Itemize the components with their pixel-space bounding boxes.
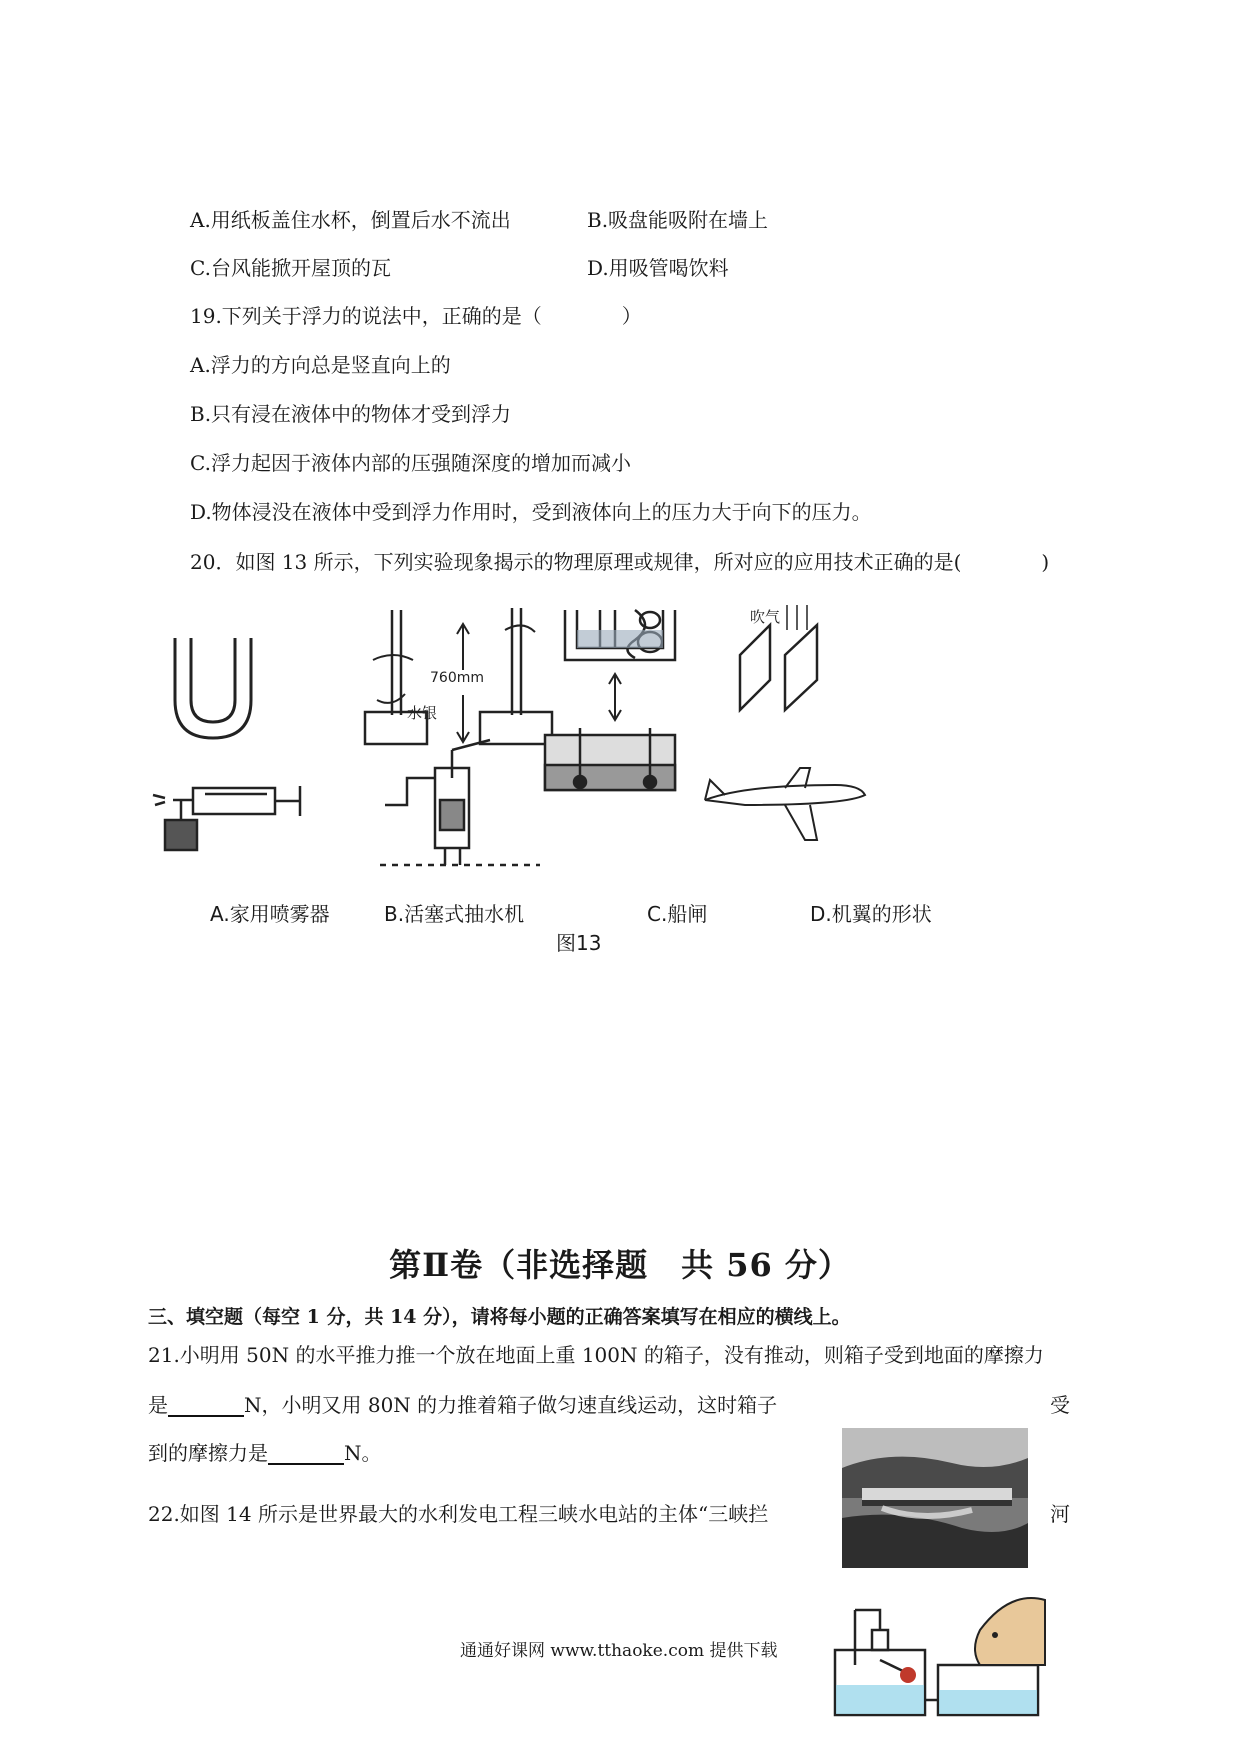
q20-stem: 20．如图 13 所示，下列实验现象揭示的物理原理或规律，所对应的应用技术正确的是( ) [190,550,1050,574]
q18-option-d: D.用吸管喝饮料 [587,256,729,280]
q18-option-a: A.用纸板盖住水杯，倒置后水不流出 [190,208,511,232]
connected-vessels-drawing [565,610,675,720]
q21-text-d: 到的摩擦力是 [148,1441,268,1465]
q18-option-c: C.台风能掀开屋顶的瓦 [190,256,391,280]
q21-text-e: N。 [344,1441,382,1465]
figure-14-dam-photo [842,1428,1028,1568]
q21-line2 [148,1395,777,1417]
q21-text-a: 是 [148,1393,168,1417]
q19-option-a: A.浮力的方向总是竖直向上的 [190,353,451,377]
ship-lock-drawing [545,728,675,790]
section3-heading: 三、填空题（每空 1 分，共 14 分），请将每小题的正确答案填写在相应的横线上。 [148,1306,851,1328]
airplane-drawing [705,768,865,840]
q21-line3 [148,1443,382,1465]
q21-blank-2[interactable] [268,1443,344,1465]
figure-13-title: 图13 [556,931,602,955]
footer-source: 通通好课网 www.tthaoke.com 提供下载 [460,1641,778,1661]
q19-option-c: C.浮力起因于液体内部的压强随深度的增加而减小 [190,451,631,475]
caption-a: A.家用喷雾器 [210,902,330,926]
q19-stem: 19.下列关于浮力的说法中，正确的是（ ） [190,304,642,328]
piston-pump-drawing [380,740,540,865]
q18-option-b: B.吸盘能吸附在墙上 [587,208,769,232]
q21-text-c: 受 [1050,1393,1070,1417]
caption-b: B.活塞式抽水机 [384,902,525,926]
q21-line1: 21.小明用 50N 的水平推力推一个放在地面上重 100N 的箱子，没有推动，则箱子受到地面的摩擦力 [148,1343,1044,1367]
label-760mm: 760mm [430,670,484,686]
q19-option-b: B.只有浸在液体中的物体才受到浮力 [190,402,512,426]
q22-line1-end: 河 [1050,1502,1070,1526]
label-mercury: 水银 [407,704,438,722]
q22-line1: 22.如图 14 所示是世界最大的水利发电工程三峡水电站的主体“三峡拦 [148,1502,769,1526]
trough-figure [830,1590,1050,1720]
caption-d: D.机翼的形状 [810,902,932,926]
u-tube-drawing [175,638,251,738]
part2-title: 第Ⅱ卷（非选择题 共 56 分） [389,1246,851,1284]
figure-13 [145,600,975,880]
q21-blank-1[interactable] [168,1395,244,1417]
label-blow: 吹气 [750,608,781,626]
q19-option-d: D.物体浸没在液体中受到浮力作用时，受到液体向上的压力大于向下的压力。 [190,500,872,524]
q21-text-b: N，小明又用 80N 的力推着箱子做匀速直线运动，这时箱子 [244,1393,778,1417]
sprayer-drawing [153,786,300,850]
caption-c: C.船闸 [647,902,708,926]
